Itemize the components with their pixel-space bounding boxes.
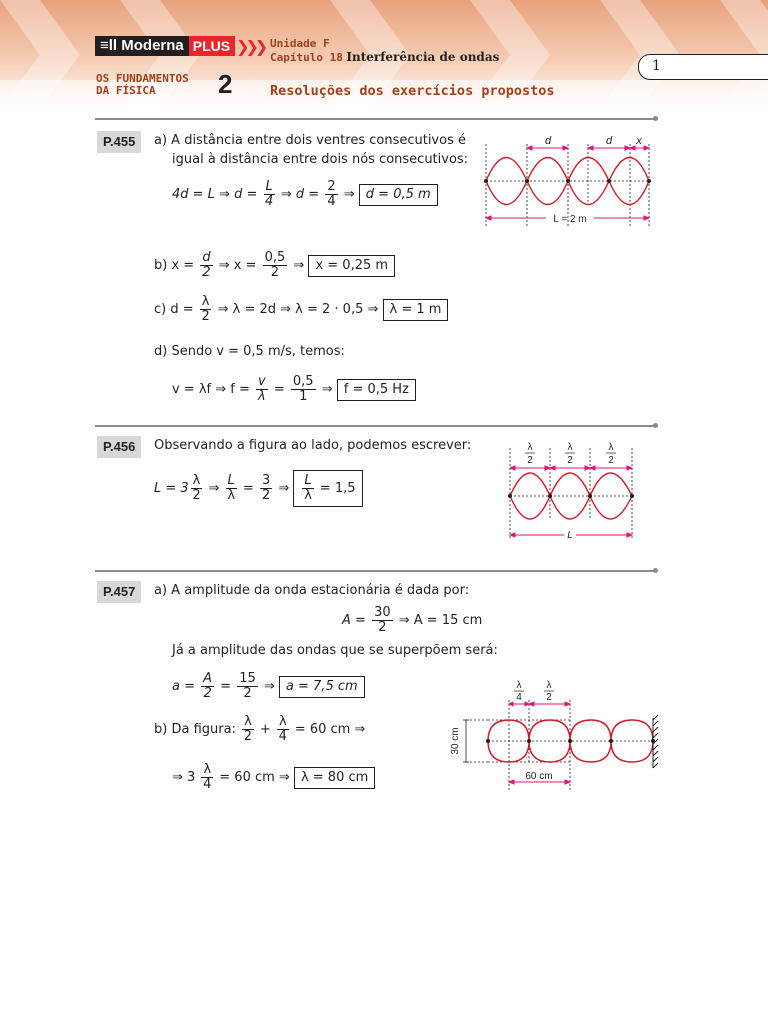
fig-label-d2: d (605, 135, 613, 147)
answer-box: d = 0,5 m (359, 184, 438, 206)
p457-a-line: a) A amplitude da onda estacionária é dada por: (154, 583, 470, 598)
fig-lambda-2: λ (546, 680, 552, 691)
answer-box: λ = 1 m (383, 299, 449, 321)
chapter-label: Capítulo 18 Interferência de ondas (270, 50, 500, 64)
p455-a-line2: igual à distância entre dois nós consecutivos: (172, 152, 469, 167)
fig-two-1: 2 (527, 455, 533, 466)
divider-end-dot (653, 423, 658, 428)
section-divider (95, 118, 655, 120)
book-series-title: OS FUNDAMENTOS DA FÍSICA (96, 72, 189, 97)
unit-label: Unidade F (270, 37, 330, 50)
section-divider (95, 570, 655, 572)
p457-standing-wave-figure (448, 678, 663, 793)
fig-label-x: x (636, 135, 642, 147)
p455-standing-wave-figure (478, 132, 658, 232)
answer-box: $\frac{L}{\lambda}$ = 1,5 (293, 470, 362, 507)
fig-lambda-1: λ (527, 442, 533, 453)
fig-lambda-1: λ (516, 680, 522, 691)
fig-label-L: L (567, 530, 573, 541)
p457-b2-equation: ⇒ 3 $\frac{\lambda}{4}$ = 60 cm ⇒ λ = 80 cm (172, 763, 375, 792)
p457-a-equation: A = $\frac{30}{2}$ ⇒ A = 15 cm (342, 605, 483, 635)
fig-label-L: L = 2 m (553, 214, 587, 225)
page-header (0, 0, 768, 108)
answer-box: x = 0,25 m (308, 255, 395, 277)
fig-two-3: 2 (608, 455, 614, 466)
volume-number: 2 (218, 69, 233, 99)
p456-equation: L = 3 $\frac{\lambda}{2}$ ⇒ $\frac{L}{\lambda}$ = $\frac{3}{2}$ ⇒ $\frac{L}{\lambda}$ = 1,5 (154, 470, 363, 507)
fig-two: 2 (546, 692, 552, 703)
problem-label-p457: P.457 (97, 581, 141, 603)
p455-b-equation: b) x = $\frac{d}{2}$ ⇒ x = $\frac{0,5}{2}$ ⇒ x = 0,25 m (154, 251, 395, 280)
fig-label-30cm: 30 cm (450, 727, 461, 755)
p457-a2-equation: a = $\frac{A}{2}$ = $\frac{15}{2}$ ⇒ a = 7,5 cm (172, 672, 365, 701)
divider-end-dot (653, 568, 658, 573)
p455-a-equation: 4d = L ⇒ d = $\frac{L}{4}$ ⇒ d = $\frac{2}{4}$ ⇒ d = 0,5 m (172, 180, 438, 209)
logo-plus-text: PLUS (189, 36, 235, 56)
p457-a-line2: Já a amplitude das ondas que se superpõem será: (172, 643, 498, 658)
section-title: Resoluções dos exercícios propostos (270, 83, 555, 99)
answer-box: f = 0,5 Hz (337, 379, 416, 401)
p455-d-line: d) Sendo v = 0,5 m/s, temos: (154, 344, 345, 359)
p456-standing-wave-figure (500, 440, 645, 545)
p457-b-equation: b) Da figura: $\frac{\lambda}{2}$ + $\frac{\lambda}{4}$ = 60 cm ⇒ (154, 714, 366, 744)
fig-label-60cm: 60 cm (525, 771, 553, 782)
fig-label-d1: d (544, 135, 552, 147)
logo-arrows-icon: ❯❯❯ (236, 36, 265, 56)
p455-a-line1: a) A distância entre dois ventres consecutivos é (154, 133, 466, 148)
fig-four: 4 (516, 692, 522, 703)
moderna-plus-logo (95, 36, 264, 56)
page-number: 1 (652, 58, 661, 74)
fig-two-2: 2 (567, 455, 573, 466)
p455-c-equation: c) d = $\frac{\lambda}{2}$ ⇒ λ = 2d ⇒ λ = 2 · 0,5 ⇒ λ = 1 m (154, 295, 448, 324)
problem-label-p455: P.455 (97, 131, 141, 153)
fig-lambda-3: λ (608, 442, 614, 453)
answer-box: λ = 80 cm (294, 767, 375, 789)
p456-line: Observando a figura ao lado, podemos escrever: (154, 438, 472, 453)
section-divider (95, 425, 655, 427)
fig-lambda-2: λ (567, 442, 573, 453)
logo-moderna-text: ≡ll Moderna (95, 36, 189, 56)
p455-d-equation: v = λf ⇒ f = $\frac{v}{\lambda}$ = $\frac{0,5}{1}$ ⇒ f = 0,5 Hz (172, 375, 416, 404)
divider-end-dot (653, 116, 658, 121)
answer-box: a = 7,5 cm (279, 676, 365, 698)
problem-label-p456: P.456 (97, 436, 141, 458)
